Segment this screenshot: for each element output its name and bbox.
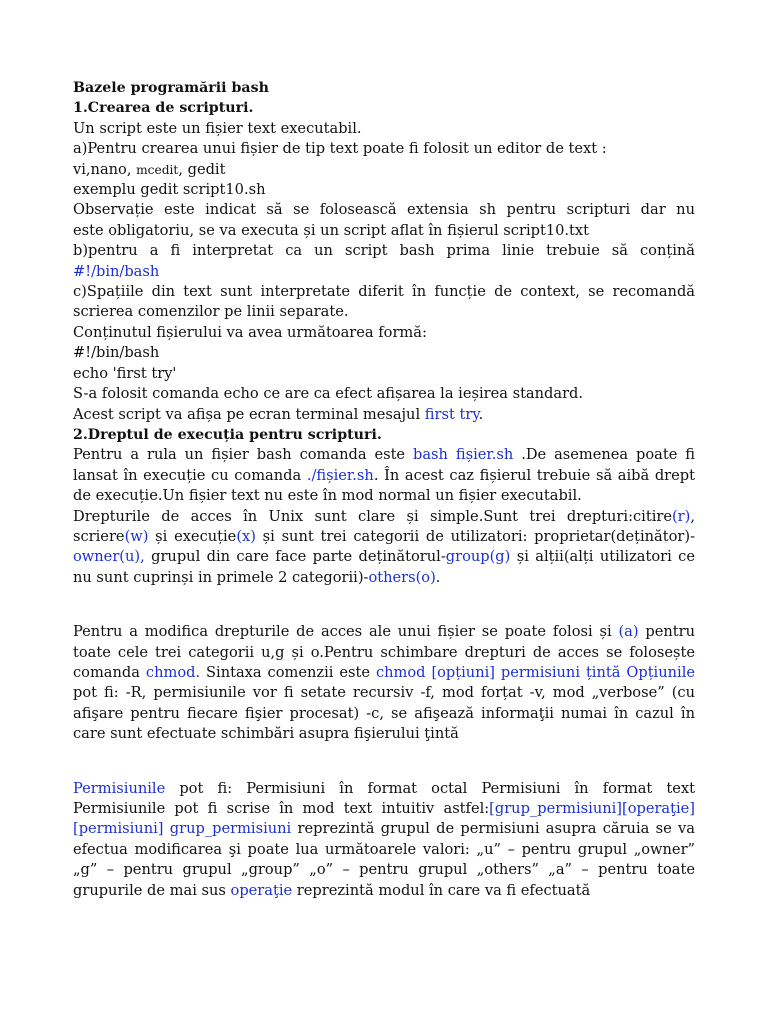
code-line-shebang: #!/bin/bash — [73, 344, 160, 362]
text-span: . — [435, 568, 441, 586]
text-span: reprezintă modul în care va fi efectuată — [292, 881, 591, 899]
permisiunile-highlight: Permisiunile — [73, 779, 166, 797]
text-span: grupul din care face parte deținătorul- — [144, 548, 446, 566]
section-1-line: b)pentru a fi interpretat ca un script bash prima linie trebuie să conțină — [73, 242, 695, 260]
paragraph-run-bash — [73, 445, 695, 506]
text-span: și sunt trei categorii de utilizatori: proprietar(deținător)- — [255, 527, 695, 545]
all-a-highlight: (a) — [618, 623, 639, 641]
section-1-line: Observație este indicat să se folosească extensia sh pentru scripturi dar nu — [73, 201, 695, 219]
permission-syntax-highlight: [grup_permisiuni][operaţie] [permisiuni] grup_permisiuni — [73, 800, 695, 838]
section-1-line: Un script este un fișier text executabil. — [73, 119, 362, 137]
section-2-heading: 2.Dreptul de execuția pentru scripturi. — [73, 426, 382, 443]
chmod-highlight: chmod. — [145, 663, 201, 681]
code-line-echo: echo 'first try' — [73, 364, 177, 382]
text-span: și alții(alți utilizatori ce nu sunt cuprinși in primele 2 categorii)- — [73, 548, 695, 586]
others-highlight: others(o) — [368, 568, 436, 586]
shebang-highlight: #!/bin/bash — [73, 262, 160, 280]
text-span: . — [478, 405, 484, 423]
text-span: pot fi: Permisiuni în format octal Permisiuni în format text Permisiunile pot fi scrise în mod text intuitiv astfel: — [73, 779, 695, 817]
perm-w-highlight: (w) — [124, 527, 149, 545]
text-span: Acest script va afișa pe ecran terminal mesajul — [73, 405, 425, 423]
editor-gedit: , gedit — [178, 160, 226, 178]
section-1-line — [73, 160, 695, 180]
section-1-line: este obligatoriu, se va executa și un script aflat în fișierul script10.txt — [73, 221, 589, 239]
text-span: pot fi: -R, permisiunile vor fi setate recursiv -f, mod forțat -v, mod „verbose” (cu afişare pentru fiecare fişier procesat) -c, se afişează informaţii numai în cazul în care sunt efectuate schimbări asupra fişierului ţintă — [73, 684, 695, 743]
text-span: .De asemenea poate fi lansat în execuție cu comanda — [73, 446, 696, 484]
text-span: Drepturile de acces în Unix sunt clare și simple.Sunt trei drepturi:citire — [73, 507, 672, 525]
text-span: reprezintă grupul de permisiuni asupra căruia se va efectua modificarea şi poate lua următoarele valori: „u” – pentru grupul „owner” „g” – pentru grupul „group” „o” – pentru grupul „others” „a” – pentru toate grupurile de mai sus — [73, 820, 695, 899]
perm-r-highlight: (r) — [671, 507, 691, 525]
text-span: Sintaxa comenzii este — [200, 663, 376, 681]
chmod-syntax-highlight: chmod [opțiuni] permisiuni țintă Opțiunile — [375, 663, 695, 681]
dot-slash-highlight: ./fișier.sh — [306, 466, 374, 484]
section-1-line — [73, 405, 695, 425]
paragraph-permissions — [73, 779, 695, 901]
paragraph-chmod — [73, 622, 695, 744]
section-1-heading: 1.Crearea de scripturi. — [73, 100, 254, 117]
text-span: și execuție — [148, 527, 237, 545]
section-1-line: a)Pentru crearea unui fișier de tip text poate fi folosit un editor de text : — [73, 140, 607, 158]
operatie-highlight: operaţie — [230, 881, 293, 899]
section-1-line: Conținutul fișierului va avea următoarea formă: — [73, 323, 427, 341]
text-span: pentru toate cele trei categorii u,g și o.Pentru schimbare drepturi de acces se folosește comanda — [73, 623, 695, 681]
section-1-line: S-a folosit comanda echo ce are ca efect afișarea la ieșirea standard. — [73, 385, 584, 403]
document-title: Bazele programării bash — [73, 80, 269, 96]
text-span: Pentru a modifica drepturile de acces ale unui fișier se poate folosi și — [73, 623, 619, 641]
bash-command-highlight: bash fișier.sh — [413, 446, 514, 464]
perm-x-highlight: (x) — [236, 527, 256, 545]
editor-mcedit: mcedit — [136, 162, 179, 177]
section-1-line: exemplu gedit script10.sh — [73, 181, 266, 199]
first-try-highlight: first try — [424, 405, 479, 423]
text-span: , scriere — [73, 507, 695, 545]
text-span: . În acest caz fișierul trebuie să aibă drept de execuție.Un fișier text nu este în mod normal un fișier executabil. — [73, 466, 695, 505]
group-highlight: group(g) — [445, 548, 511, 566]
paragraph-access-rights — [73, 507, 695, 589]
editor-list: vi,nano, — [73, 160, 137, 178]
text-span: Pentru a rula un fișier bash comanda este — [73, 446, 413, 464]
owner-highlight: owner(u), — [73, 548, 145, 566]
document-page — [73, 78, 695, 901]
section-1-line: c)Spațiile din text sunt interpretate diferit în funcție de context, se recomandă — [73, 283, 695, 301]
section-1-line: scrierea comenzilor pe linii separate. — [73, 303, 349, 321]
